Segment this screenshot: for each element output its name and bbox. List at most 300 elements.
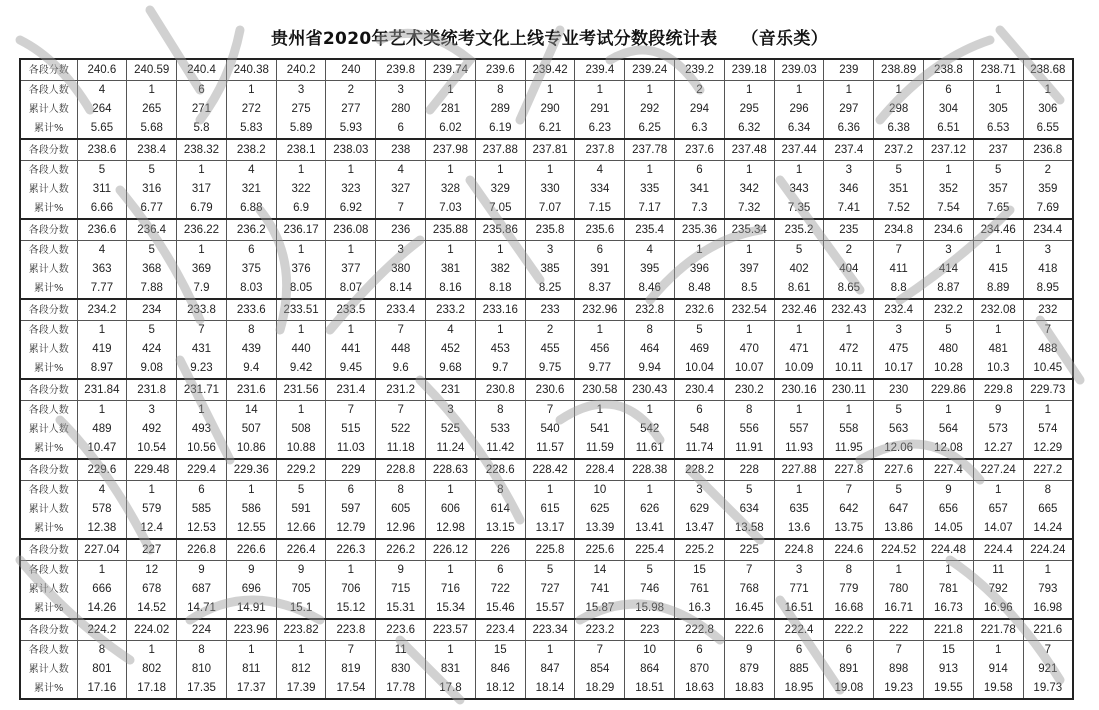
table-cell: 6 <box>774 641 824 661</box>
row-label: 各段人数 <box>20 321 77 341</box>
table-cell: 4 <box>426 321 476 341</box>
table-cell: 15.1 <box>276 599 326 619</box>
table-cell: 7.05 <box>475 199 525 219</box>
table-cell: 236.2 <box>226 219 276 241</box>
table-cell: 6.88 <box>226 199 276 219</box>
table-cell: 913 <box>924 660 974 679</box>
table-cell: 8 <box>724 401 774 421</box>
table-cell: 240 <box>326 59 376 81</box>
table-cell: 357 <box>973 180 1023 199</box>
table-cell: 3 <box>376 81 426 101</box>
table-cell: 424 <box>127 340 177 359</box>
table-cell: 635 <box>774 500 824 519</box>
table-cell: 4 <box>77 81 127 101</box>
score-table-container <box>19 58 1074 700</box>
table-cell: 5 <box>625 561 675 581</box>
table-cell: 15.57 <box>525 599 575 619</box>
table-cell: 13.41 <box>625 519 675 539</box>
table-cell: 5 <box>127 161 177 181</box>
table-cell: 223.2 <box>575 619 625 641</box>
table-cell: 6.79 <box>177 199 227 219</box>
table-cell: 239.2 <box>675 59 725 81</box>
table-cell: 5.83 <box>226 119 276 139</box>
table-cell: 629 <box>675 500 725 519</box>
table-cell: 343 <box>774 180 824 199</box>
row-label: 累计% <box>20 199 77 219</box>
table-cell: 2 <box>525 321 575 341</box>
table-cell: 13.75 <box>824 519 874 539</box>
score-row <box>20 139 1073 161</box>
table-cell: 6 <box>226 241 276 261</box>
table-cell: 306 <box>1023 100 1073 119</box>
table-cell: 7.69 <box>1023 199 1073 219</box>
table-cell: 8.46 <box>625 279 675 299</box>
table-cell: 810 <box>177 660 227 679</box>
table-cell: 452 <box>426 340 476 359</box>
cumulative-percent-row <box>20 359 1073 379</box>
table-cell: 10.45 <box>1023 359 1073 379</box>
cumulative-count-row <box>20 260 1073 279</box>
table-cell: 231 <box>426 379 476 401</box>
table-cell: 1 <box>525 641 575 661</box>
table-cell: 8.97 <box>77 359 127 379</box>
table-cell: 541 <box>575 420 625 439</box>
row-label: 累计人数 <box>20 500 77 519</box>
table-cell: 235.36 <box>675 219 725 241</box>
table-cell: 7 <box>525 401 575 421</box>
table-cell: 9.08 <box>127 359 177 379</box>
table-cell: 377 <box>326 260 376 279</box>
table-cell: 7 <box>376 199 426 219</box>
score-row <box>20 299 1073 321</box>
table-cell: 11 <box>376 641 426 661</box>
cumulative-percent-row <box>20 119 1073 139</box>
table-cell: 3 <box>924 241 974 261</box>
table-cell: 232.46 <box>774 299 824 321</box>
table-cell: 15 <box>475 641 525 661</box>
table-cell: 1 <box>77 401 127 421</box>
table-cell: 455 <box>525 340 575 359</box>
table-cell: 4 <box>625 241 675 261</box>
table-cell: 230.43 <box>625 379 675 401</box>
count-row <box>20 401 1073 421</box>
score-row <box>20 619 1073 641</box>
table-cell: 223.6 <box>376 619 426 641</box>
table-cell: 272 <box>226 100 276 119</box>
table-cell: 525 <box>426 420 476 439</box>
table-cell: 768 <box>724 580 774 599</box>
row-label: 各段人数 <box>20 481 77 501</box>
table-cell: 1 <box>575 401 625 421</box>
table-cell: 294 <box>675 100 725 119</box>
table-cell: 227.8 <box>824 459 874 481</box>
table-cell: 223.57 <box>426 619 476 641</box>
table-cell: 231.71 <box>177 379 227 401</box>
table-cell: 8.16 <box>426 279 476 299</box>
table-cell: 11 <box>973 561 1023 581</box>
table-cell: 6 <box>177 81 227 101</box>
table-cell: 232.2 <box>924 299 974 321</box>
table-cell: 10.3 <box>973 359 1023 379</box>
table-cell: 456 <box>575 340 625 359</box>
table-cell: 16.71 <box>874 599 924 619</box>
table-cell: 8.37 <box>575 279 625 299</box>
table-cell: 225.4 <box>625 539 675 561</box>
cumulative-count-row <box>20 500 1073 519</box>
table-cell: 10.17 <box>874 359 924 379</box>
count-row <box>20 481 1073 501</box>
table-cell: 225.2 <box>675 539 725 561</box>
table-cell: 335 <box>625 180 675 199</box>
table-cell: 1 <box>475 321 525 341</box>
table-cell: 237.4 <box>824 139 874 161</box>
row-label: 各段人数 <box>20 161 77 181</box>
table-cell: 1 <box>276 321 326 341</box>
page-title <box>0 24 1099 49</box>
table-cell: 1 <box>177 241 227 261</box>
table-cell: 441 <box>326 340 376 359</box>
table-cell: 891 <box>824 660 874 679</box>
table-cell: 14.91 <box>226 599 276 619</box>
score-row <box>20 459 1073 481</box>
table-cell: 5 <box>127 321 177 341</box>
table-cell: 642 <box>824 500 874 519</box>
table-cell: 346 <box>824 180 874 199</box>
table-cell: 1 <box>724 161 774 181</box>
table-cell: 8.05 <box>276 279 326 299</box>
table-cell: 1 <box>625 401 675 421</box>
table-cell: 1 <box>1023 401 1073 421</box>
table-cell: 9.6 <box>376 359 426 379</box>
table-cell: 239.18 <box>724 59 774 81</box>
table-cell: 352 <box>924 180 974 199</box>
table-cell: 237.98 <box>426 139 476 161</box>
table-cell: 3 <box>675 481 725 501</box>
row-label: 累计人数 <box>20 340 77 359</box>
table-cell: 237.44 <box>774 139 824 161</box>
table-cell: 696 <box>226 580 276 599</box>
table-cell: 290 <box>525 100 575 119</box>
table-cell: 10.56 <box>177 439 227 459</box>
table-cell: 14.05 <box>924 519 974 539</box>
table-cell: 508 <box>276 420 326 439</box>
table-cell: 448 <box>376 340 426 359</box>
row-label: 累计人数 <box>20 660 77 679</box>
table-cell: 3 <box>426 401 476 421</box>
table-cell: 228.4 <box>575 459 625 481</box>
table-cell: 492 <box>127 420 177 439</box>
table-cell: 9.94 <box>625 359 675 379</box>
table-cell: 225.6 <box>575 539 625 561</box>
table-cell: 15.12 <box>326 599 376 619</box>
table-cell: 4 <box>226 161 276 181</box>
table-cell: 831 <box>426 660 476 679</box>
table-cell: 634 <box>724 500 774 519</box>
table-cell: 414 <box>924 260 974 279</box>
row-label: 各段分数 <box>20 459 77 481</box>
table-cell: 1 <box>525 481 575 501</box>
table-cell: 9.45 <box>326 359 376 379</box>
table-cell: 7.03 <box>426 199 476 219</box>
table-cell: 2 <box>824 241 874 261</box>
table-cell: 233 <box>525 299 575 321</box>
table-cell: 232.8 <box>625 299 675 321</box>
table-cell: 275 <box>276 100 326 119</box>
table-cell: 280 <box>376 100 426 119</box>
table-cell: 626 <box>625 500 675 519</box>
table-cell: 14 <box>226 401 276 421</box>
table-cell: 234.6 <box>924 219 974 241</box>
score-row <box>20 219 1073 241</box>
table-cell: 375 <box>226 260 276 279</box>
count-row <box>20 321 1073 341</box>
table-cell: 11.03 <box>326 439 376 459</box>
table-cell: 847 <box>525 660 575 679</box>
table-cell: 5 <box>724 481 774 501</box>
table-cell: 1 <box>824 321 874 341</box>
table-cell: 12.4 <box>127 519 177 539</box>
table-cell: 1 <box>77 321 127 341</box>
table-cell: 295 <box>724 100 774 119</box>
table-cell: 564 <box>924 420 974 439</box>
table-cell: 16.45 <box>724 599 774 619</box>
table-cell: 563 <box>874 420 924 439</box>
table-cell: 7.54 <box>924 199 974 219</box>
table-cell: 229.8 <box>973 379 1023 401</box>
table-cell: 223.34 <box>525 619 575 641</box>
table-cell: 1 <box>625 161 675 181</box>
table-cell: 14.26 <box>77 599 127 619</box>
table-cell: 7.88 <box>127 279 177 299</box>
table-cell: 8.95 <box>1023 279 1073 299</box>
table-cell: 224.8 <box>774 539 824 561</box>
table-cell: 1 <box>226 641 276 661</box>
table-cell: 542 <box>625 420 675 439</box>
table-cell: 574 <box>1023 420 1073 439</box>
table-cell: 16.73 <box>924 599 974 619</box>
table-cell: 19.58 <box>973 679 1023 699</box>
table-cell: 411 <box>874 260 924 279</box>
table-cell: 229.6 <box>77 459 127 481</box>
table-cell: 5 <box>874 401 924 421</box>
table-cell: 239.6 <box>475 59 525 81</box>
table-cell: 6.9 <box>276 199 326 219</box>
table-cell: 8.89 <box>973 279 1023 299</box>
table-cell: 488 <box>1023 340 1073 359</box>
table-cell: 7 <box>874 641 924 661</box>
table-cell: 1 <box>874 561 924 581</box>
table-cell: 7 <box>326 641 376 661</box>
table-cell: 605 <box>376 500 426 519</box>
table-cell: 1 <box>226 481 276 501</box>
table-cell: 329 <box>475 180 525 199</box>
table-cell: 557 <box>774 420 824 439</box>
table-cell: 585 <box>177 500 227 519</box>
table-cell: 9 <box>924 481 974 501</box>
table-cell: 238 <box>376 139 426 161</box>
table-cell: 6 <box>924 81 974 101</box>
table-cell: 666 <box>77 580 127 599</box>
table-cell: 1 <box>276 401 326 421</box>
table-cell: 9.42 <box>276 359 326 379</box>
table-cell: 2 <box>326 81 376 101</box>
table-cell: 231.84 <box>77 379 127 401</box>
table-cell: 13.39 <box>575 519 625 539</box>
table-cell: 6.53 <box>973 119 1023 139</box>
table-cell: 224.48 <box>924 539 974 561</box>
table-cell: 17.8 <box>426 679 476 699</box>
table-cell: 811 <box>226 660 276 679</box>
table-cell: 391 <box>575 260 625 279</box>
table-cell: 3 <box>774 561 824 581</box>
table-cell: 1 <box>973 241 1023 261</box>
table-cell: 5.68 <box>127 119 177 139</box>
row-label: 累计人数 <box>20 580 77 599</box>
table-cell: 12.79 <box>326 519 376 539</box>
table-cell: 222.2 <box>824 619 874 641</box>
table-cell: 418 <box>1023 260 1073 279</box>
table-cell: 305 <box>973 100 1023 119</box>
table-cell: 7 <box>376 401 426 421</box>
table-cell: 234.4 <box>1023 219 1073 241</box>
table-cell: 1 <box>326 321 376 341</box>
table-cell: 1 <box>1023 561 1073 581</box>
table-cell: 224.52 <box>874 539 924 561</box>
table-cell: 656 <box>924 500 974 519</box>
table-cell: 507 <box>226 420 276 439</box>
table-cell: 298 <box>874 100 924 119</box>
table-cell: 238.03 <box>326 139 376 161</box>
table-cell: 7 <box>575 641 625 661</box>
table-cell: 17.37 <box>226 679 276 699</box>
table-cell: 722 <box>475 580 525 599</box>
table-cell: 237.12 <box>924 139 974 161</box>
table-cell: 761 <box>675 580 725 599</box>
table-cell: 226.2 <box>376 539 426 561</box>
table-cell: 3 <box>127 401 177 421</box>
table-cell: 224.2 <box>77 619 127 641</box>
row-label: 各段分数 <box>20 539 77 561</box>
table-cell: 10.04 <box>675 359 725 379</box>
table-cell: 223.4 <box>475 619 525 641</box>
table-cell: 230.6 <box>525 379 575 401</box>
table-cell: 7 <box>376 321 426 341</box>
table-cell: 238.1 <box>276 139 326 161</box>
table-cell: 1 <box>774 81 824 101</box>
table-cell: 6.51 <box>924 119 974 139</box>
table-cell: 779 <box>824 580 874 599</box>
table-cell: 615 <box>525 500 575 519</box>
table-cell: 440 <box>276 340 326 359</box>
table-cell: 229.86 <box>924 379 974 401</box>
table-cell: 439 <box>226 340 276 359</box>
table-cell: 11.42 <box>475 439 525 459</box>
table-cell: 716 <box>426 580 476 599</box>
table-cell: 234.2 <box>77 299 127 321</box>
table-cell: 1 <box>675 241 725 261</box>
table-cell: 328 <box>426 180 476 199</box>
table-cell: 6.36 <box>824 119 874 139</box>
table-cell: 228 <box>724 459 774 481</box>
table-cell: 3 <box>276 81 326 101</box>
table-cell: 14.24 <box>1023 519 1073 539</box>
table-cell: 237.8 <box>575 139 625 161</box>
table-cell: 16.51 <box>774 599 824 619</box>
table-cell: 385 <box>525 260 575 279</box>
table-cell: 4 <box>376 161 426 181</box>
table-cell: 231.8 <box>127 379 177 401</box>
table-cell: 1 <box>127 641 177 661</box>
table-cell: 8 <box>625 321 675 341</box>
table-cell: 404 <box>824 260 874 279</box>
table-cell: 233.4 <box>376 299 426 321</box>
score-row <box>20 539 1073 561</box>
row-label: 累计% <box>20 119 77 139</box>
table-cell: 14 <box>575 561 625 581</box>
table-cell: 5.8 <box>177 119 227 139</box>
table-cell: 1 <box>924 401 974 421</box>
table-cell: 12 <box>127 561 177 581</box>
table-cell: 8 <box>1023 481 1073 501</box>
cumulative-count-row <box>20 580 1073 599</box>
table-cell: 1 <box>426 241 476 261</box>
table-cell: 11.91 <box>724 439 774 459</box>
row-label: 累计人数 <box>20 100 77 119</box>
table-cell: 12.55 <box>226 519 276 539</box>
table-cell: 240.59 <box>127 59 177 81</box>
table-cell: 9.77 <box>575 359 625 379</box>
table-cell: 11.59 <box>575 439 625 459</box>
table-cell: 1 <box>824 401 874 421</box>
cumulative-count-row <box>20 180 1073 199</box>
table-cell: 4 <box>575 161 625 181</box>
table-cell: 472 <box>824 340 874 359</box>
row-label: 各段分数 <box>20 379 77 401</box>
table-cell: 396 <box>675 260 725 279</box>
table-cell: 14.71 <box>177 599 227 619</box>
cumulative-percent-row <box>20 199 1073 219</box>
table-cell: 382 <box>475 260 525 279</box>
table-cell: 597 <box>326 500 376 519</box>
table-cell: 471 <box>774 340 824 359</box>
table-cell: 18.29 <box>575 679 625 699</box>
table-cell: 7 <box>1023 641 1073 661</box>
table-cell: 579 <box>127 500 177 519</box>
table-cell: 12.08 <box>924 439 974 459</box>
table-cell: 226.4 <box>276 539 326 561</box>
table-cell: 540 <box>525 420 575 439</box>
table-cell: 223 <box>625 619 675 641</box>
row-label: 各段分数 <box>20 619 77 641</box>
table-cell: 9 <box>376 561 426 581</box>
row-label: 各段人数 <box>20 401 77 421</box>
table-cell: 228.38 <box>625 459 675 481</box>
table-cell: 226.6 <box>226 539 276 561</box>
cumulative-percent-row <box>20 679 1073 699</box>
table-cell: 3 <box>824 161 874 181</box>
table-cell: 11.93 <box>774 439 824 459</box>
table-cell: 13.17 <box>525 519 575 539</box>
table-cell: 233.16 <box>475 299 525 321</box>
table-cell: 230.8 <box>475 379 525 401</box>
table-cell: 5 <box>525 561 575 581</box>
table-cell: 13.86 <box>874 519 924 539</box>
table-cell: 304 <box>924 100 974 119</box>
table-cell: 2 <box>1023 161 1073 181</box>
cumulative-percent-row <box>20 279 1073 299</box>
table-cell: 1 <box>127 81 177 101</box>
table-cell: 330 <box>525 180 575 199</box>
